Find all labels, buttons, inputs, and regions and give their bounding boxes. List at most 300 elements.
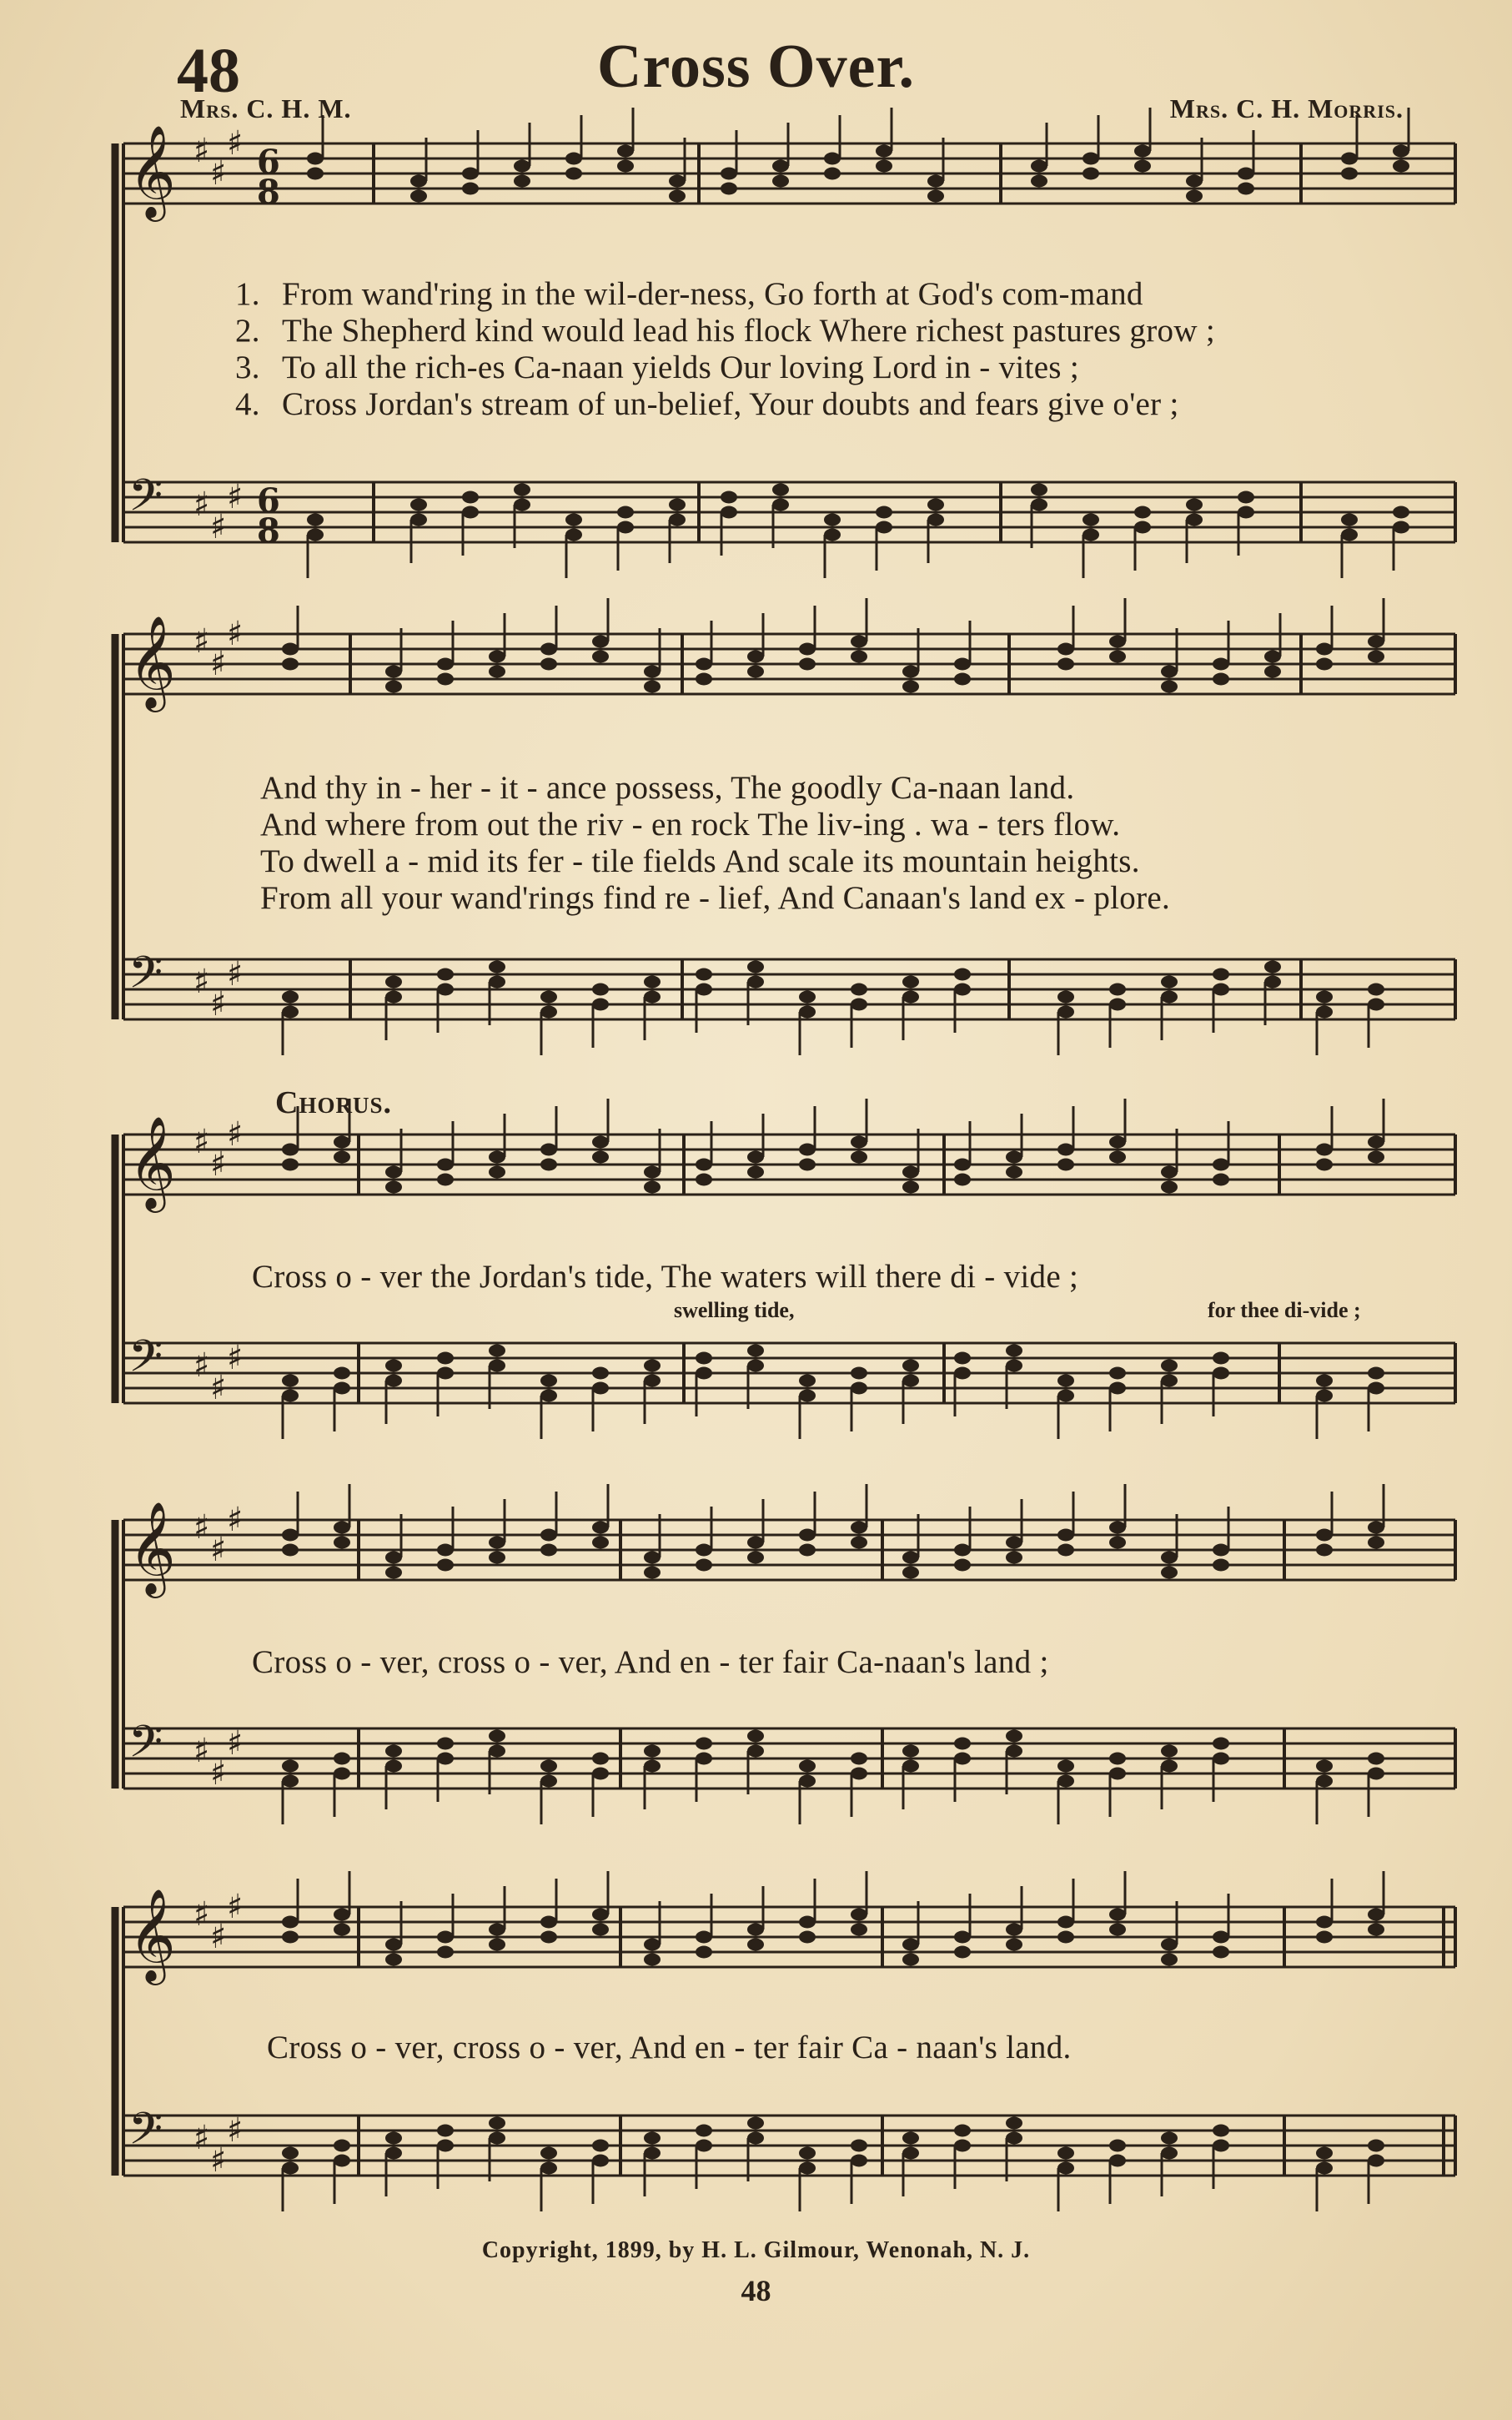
note-head <box>851 1537 867 1549</box>
note-head <box>617 506 634 519</box>
note-head <box>747 1924 764 1936</box>
note-head <box>747 1745 764 1758</box>
treble-clef-icon: 𝄞 <box>128 1115 176 1209</box>
sharp-icon: ♯ <box>193 1731 210 1770</box>
sharp-icon: ♯ <box>193 131 210 170</box>
note-head <box>282 1006 299 1019</box>
note-head <box>592 1522 609 1534</box>
note-head <box>851 1909 867 1921</box>
note-head <box>1031 499 1047 511</box>
note-head <box>851 636 867 648</box>
time-signature-bottom: 8 <box>257 173 280 212</box>
note-head <box>954 1559 971 1572</box>
note-head <box>617 145 634 158</box>
note-head <box>799 1760 816 1773</box>
note-head <box>1006 1745 1022 1758</box>
note-head <box>824 153 841 165</box>
note-head <box>437 1946 454 1959</box>
note-head <box>282 1159 299 1171</box>
note-head <box>1368 1151 1384 1164</box>
note-head <box>747 1360 764 1372</box>
note-head <box>1368 1367 1384 1380</box>
note-head <box>540 1760 557 1773</box>
note-head <box>799 1144 816 1156</box>
page-number: 48 <box>741 2274 771 2307</box>
sharp-icon: ♯ <box>193 1507 210 1547</box>
note-head <box>1006 1345 1022 1357</box>
note-head <box>1109 636 1126 648</box>
note-head <box>1238 183 1254 195</box>
note-head <box>282 1529 299 1542</box>
note-head <box>902 1360 919 1372</box>
note-head <box>1031 175 1047 188</box>
note-head <box>644 1375 661 1387</box>
note-head <box>799 1529 816 1542</box>
note-head <box>1213 2140 1229 2152</box>
note-head <box>696 969 712 981</box>
note-head <box>540 1916 557 1929</box>
note-head <box>1083 168 1099 180</box>
note-head <box>489 1151 505 1164</box>
chorus-line-2: Cross o - ver, cross o - ver, And en - ter fair Ca-naan's land ; <box>252 1644 1049 1680</box>
note-head <box>1264 961 1281 974</box>
note-head <box>902 681 919 693</box>
note-head <box>540 1390 557 1402</box>
sharp-icon: ♯ <box>193 621 210 661</box>
note-head <box>592 1151 609 1164</box>
note-head <box>385 1567 402 1579</box>
note-head <box>617 521 634 534</box>
verse-4-line-2: From all your wand'rings find re - lief, And Canaan's land ex - plore. <box>260 880 1171 916</box>
note-head <box>799 1544 816 1557</box>
note-head <box>954 1544 971 1557</box>
note-head <box>1341 529 1358 541</box>
chorus-alt-lyric-right: for thee di-vide ; <box>1208 1298 1361 1322</box>
note-head <box>592 999 609 1011</box>
note-head <box>1316 2162 1333 2175</box>
sharp-icon: ♯ <box>193 1894 210 1934</box>
note-head <box>851 1151 867 1164</box>
note-head <box>385 1954 402 1966</box>
note-head <box>1161 1760 1178 1773</box>
note-head <box>1057 643 1074 656</box>
sharp-icon: ♯ <box>210 984 227 1024</box>
note-head <box>1109 1537 1126 1549</box>
note-head <box>1057 1144 1074 1156</box>
note-head <box>851 1753 867 1765</box>
sharp-icon: ♯ <box>227 1500 244 1539</box>
note-head <box>747 1537 764 1549</box>
note-head <box>1057 1544 1074 1557</box>
note-head <box>669 190 686 203</box>
note-head <box>385 976 402 989</box>
note-head <box>282 643 299 656</box>
note-head <box>334 1753 350 1765</box>
note-head <box>1109 1909 1126 1921</box>
note-head <box>772 175 789 188</box>
bass-clef-icon: 𝄢 <box>128 948 163 1009</box>
note-head <box>462 506 479 519</box>
note-head <box>437 1159 454 1171</box>
note-head <box>592 636 609 648</box>
note-head <box>1186 175 1203 188</box>
chorus-alt-lyric-left: swelling tide, <box>674 1298 795 1322</box>
note-head <box>592 1924 609 1936</box>
note-head <box>747 1345 764 1357</box>
note-head <box>489 1745 505 1758</box>
note-head <box>902 1954 919 1966</box>
note-head <box>489 1730 505 1743</box>
note-head <box>1006 2117 1022 2130</box>
note-head <box>1213 1738 1229 1750</box>
note-head <box>410 175 427 188</box>
verse-2-line-1: 2. The Shepherd kind would lead his flock Where richest pastures grow ; <box>235 313 1215 349</box>
note-head <box>334 2140 350 2152</box>
note-head <box>282 1775 299 1788</box>
note-head <box>410 514 427 526</box>
note-head <box>721 506 737 519</box>
note-head <box>1057 1375 1074 1387</box>
note-head <box>540 643 557 656</box>
note-head <box>1368 1537 1384 1549</box>
note-head <box>489 2132 505 2145</box>
note-head <box>644 1939 661 1951</box>
note-head <box>954 1352 971 1365</box>
note-head <box>1213 1946 1229 1959</box>
note-head <box>385 991 402 1004</box>
note-head <box>851 1136 867 1149</box>
note-head <box>1006 1552 1022 1564</box>
bass-clef-icon: 𝄢 <box>128 470 163 532</box>
note-head <box>1316 2147 1333 2160</box>
note-head <box>437 2140 454 2152</box>
note-head <box>644 1166 661 1179</box>
note-head <box>902 1375 919 1387</box>
note-head <box>1368 1753 1384 1765</box>
note-head <box>954 1738 971 1750</box>
note-head <box>1109 2155 1126 2167</box>
note-head <box>1213 1544 1229 1557</box>
note-head <box>385 1552 402 1564</box>
note-head <box>1316 643 1333 656</box>
note-head <box>1264 651 1281 663</box>
copyright-notice: Copyright, 1899, by H. L. Gilmour, Wenonah, N. J. <box>481 2237 1031 2263</box>
note-head <box>437 1367 454 1380</box>
note-head <box>462 168 479 180</box>
note-head <box>1134 145 1151 158</box>
note-head <box>1109 2140 1126 2152</box>
note-head <box>927 190 944 203</box>
note-head <box>1316 1529 1333 1542</box>
note-head <box>1161 1567 1178 1579</box>
sharp-icon: ♯ <box>227 1114 244 1154</box>
note-head <box>540 2147 557 2160</box>
note-head <box>514 499 530 511</box>
verse-1-line-2: And thy in - her - it - ance possess, The goodly Ca-naan land. <box>260 770 1075 806</box>
music-credit: Mrs. C. H. Morris. <box>1169 93 1404 123</box>
sharp-icon: ♯ <box>227 1723 244 1763</box>
note-head <box>644 681 661 693</box>
note-head <box>747 1552 764 1564</box>
note-head <box>902 2132 919 2145</box>
note-head <box>565 529 582 541</box>
sharp-icon: ♯ <box>227 1887 244 1926</box>
note-head <box>747 2132 764 2145</box>
note-head <box>1006 2132 1022 2145</box>
note-head <box>644 2132 661 2145</box>
note-head <box>1109 984 1126 996</box>
note-head <box>565 514 582 526</box>
note-head <box>489 1345 505 1357</box>
note-head <box>876 506 892 519</box>
words-credit: Mrs. C. H. M. <box>180 93 352 123</box>
note-head <box>1341 153 1358 165</box>
note-head <box>282 1760 299 1773</box>
treble-staff <box>123 634 1455 694</box>
note-head <box>385 1745 402 1758</box>
verse-1-line-1: 1. From wand'ring in the wil-der-ness, Go forth at God's com-mand <box>235 276 1143 312</box>
note-head <box>307 529 324 541</box>
note-head <box>1006 1360 1022 1372</box>
note-head <box>876 521 892 534</box>
note-head <box>1368 1382 1384 1395</box>
note-head <box>540 2162 557 2175</box>
note-head <box>799 658 816 671</box>
note-head <box>1213 673 1229 686</box>
note-head <box>1316 1760 1333 1773</box>
note-head <box>747 651 764 663</box>
sharp-icon: ♯ <box>227 614 244 653</box>
sharp-icon: ♯ <box>210 1368 227 1407</box>
note-head <box>1213 1174 1229 1186</box>
note-head <box>1213 2125 1229 2137</box>
note-head <box>824 529 841 541</box>
note-head <box>696 984 712 996</box>
note-head <box>489 1537 505 1549</box>
note-head <box>617 160 634 173</box>
note-head <box>1186 514 1203 526</box>
note-head <box>696 673 712 686</box>
note-head <box>747 976 764 989</box>
note-head <box>489 666 505 678</box>
note-head <box>696 1159 712 1171</box>
note-head <box>954 1367 971 1380</box>
note-head <box>954 2140 971 2152</box>
note-head <box>540 658 557 671</box>
note-head <box>696 1738 712 1750</box>
note-head <box>1161 1954 1178 1966</box>
bass-clef-icon: 𝄢 <box>128 1331 163 1393</box>
sharp-icon: ♯ <box>227 123 244 163</box>
note-head <box>1316 1390 1333 1402</box>
note-head <box>437 658 454 671</box>
note-head <box>282 1390 299 1402</box>
note-head <box>489 1552 505 1564</box>
note-head <box>385 1166 402 1179</box>
note-head <box>1316 1916 1333 1929</box>
note-head <box>385 1360 402 1372</box>
note-head <box>1057 1390 1074 1402</box>
note-head <box>696 1174 712 1186</box>
note-head <box>696 2140 712 2152</box>
note-head <box>385 2132 402 2145</box>
note-head <box>592 984 609 996</box>
note-head <box>1368 2155 1384 2167</box>
note-head <box>334 1136 350 1149</box>
note-head <box>1368 1909 1384 1921</box>
note-head <box>1213 969 1229 981</box>
note-head <box>927 514 944 526</box>
note-head <box>410 190 427 203</box>
note-head <box>1161 1745 1178 1758</box>
note-head <box>1109 651 1126 663</box>
note-head <box>489 651 505 663</box>
note-head <box>334 2155 350 2167</box>
note-head <box>954 658 971 671</box>
note-head <box>437 1753 454 1765</box>
note-head <box>385 1760 402 1773</box>
note-head <box>851 984 867 996</box>
note-head <box>876 145 892 158</box>
hymn-title: Cross Over. <box>597 33 915 101</box>
note-head <box>385 1939 402 1951</box>
note-head <box>489 1360 505 1372</box>
note-head <box>1264 666 1281 678</box>
note-head <box>1161 666 1178 678</box>
note-head <box>669 514 686 526</box>
note-head <box>799 1916 816 1929</box>
note-head <box>540 1006 557 1019</box>
time-signature-top: 6 <box>257 143 280 182</box>
note-head <box>565 153 582 165</box>
note-head <box>437 1931 454 1944</box>
note-head <box>1031 160 1047 173</box>
sharp-icon: ♯ <box>227 477 244 516</box>
note-head <box>669 175 686 188</box>
note-head <box>1213 1367 1229 1380</box>
note-head <box>1161 976 1178 989</box>
note-head <box>1368 651 1384 663</box>
note-head <box>927 175 944 188</box>
note-head <box>489 1166 505 1179</box>
chorus-label: Chorus. <box>275 1085 392 1120</box>
note-head <box>927 499 944 511</box>
sharp-icon: ♯ <box>193 1346 210 1385</box>
note-head <box>644 1760 661 1773</box>
note-head <box>721 491 737 504</box>
note-head <box>1213 1931 1229 1944</box>
note-head <box>1213 1159 1229 1171</box>
note-head <box>1006 1166 1022 1179</box>
note-head <box>307 514 324 526</box>
note-head <box>282 1375 299 1387</box>
note-head <box>902 666 919 678</box>
note-head <box>954 2125 971 2137</box>
note-head <box>1393 521 1409 534</box>
verse-3-line-2: To dwell a - mid its fer - tile fields And scale its mountain heights. <box>260 843 1140 879</box>
note-head <box>1368 1522 1384 1534</box>
note-head <box>307 168 324 180</box>
note-head <box>514 175 530 188</box>
note-head <box>824 514 841 526</box>
chorus-line-1: Cross o - ver the Jordan's tide, The waters will there di - vide ; <box>252 1259 1079 1295</box>
sharp-icon: ♯ <box>227 2111 244 2150</box>
note-head <box>1161 1181 1178 1194</box>
note-head <box>489 976 505 989</box>
note-head <box>1057 658 1074 671</box>
note-head <box>902 1181 919 1194</box>
note-head <box>385 1181 402 1194</box>
note-head <box>644 1181 661 1194</box>
note-head <box>902 991 919 1004</box>
note-head <box>1368 2140 1384 2152</box>
time-signature-top: 6 <box>257 481 280 521</box>
note-head <box>851 2140 867 2152</box>
note-head <box>1134 506 1151 519</box>
note-head <box>1083 529 1099 541</box>
note-head <box>1213 1753 1229 1765</box>
note-head <box>902 2147 919 2160</box>
sharp-icon: ♯ <box>210 507 227 546</box>
note-head <box>954 984 971 996</box>
note-head <box>437 1559 454 1572</box>
note-head <box>851 1924 867 1936</box>
note-head <box>772 160 789 173</box>
note-head <box>851 2155 867 2167</box>
note-head <box>799 1006 816 1019</box>
note-head <box>462 183 479 195</box>
note-head <box>644 1552 661 1564</box>
note-head <box>1109 1522 1126 1534</box>
note-head <box>799 1931 816 1944</box>
note-head <box>851 1522 867 1534</box>
bass-clef-icon: 𝄢 <box>128 1717 163 1779</box>
note-head <box>1083 514 1099 526</box>
note-head <box>721 168 737 180</box>
note-head <box>851 651 867 663</box>
note-head <box>1057 2147 1074 2160</box>
note-head <box>721 183 737 195</box>
note-head <box>514 160 530 173</box>
note-head <box>1316 1931 1333 1944</box>
note-head <box>385 1375 402 1387</box>
note-head <box>385 681 402 693</box>
note-head <box>1368 636 1384 648</box>
sharp-icon: ♯ <box>227 954 244 994</box>
bass-staff <box>123 959 1455 1019</box>
note-head <box>1109 1753 1126 1765</box>
note-head <box>1057 991 1074 1004</box>
note-head <box>696 658 712 671</box>
note-head <box>437 2125 454 2137</box>
note-head <box>1057 1006 1074 1019</box>
note-head <box>540 991 557 1004</box>
note-head <box>851 1367 867 1380</box>
note-head <box>1161 1375 1178 1387</box>
note-head <box>1393 160 1409 173</box>
note-head <box>307 153 324 165</box>
note-head <box>1213 1559 1229 1572</box>
note-head <box>282 991 299 1004</box>
bass-staff <box>123 1343 1455 1403</box>
note-head <box>1109 1382 1126 1395</box>
note-head <box>954 1931 971 1944</box>
note-head <box>282 1544 299 1557</box>
note-head <box>1006 1151 1022 1164</box>
note-head <box>282 1144 299 1156</box>
note-head <box>799 2147 816 2160</box>
sharp-icon: ♯ <box>210 2141 227 2180</box>
